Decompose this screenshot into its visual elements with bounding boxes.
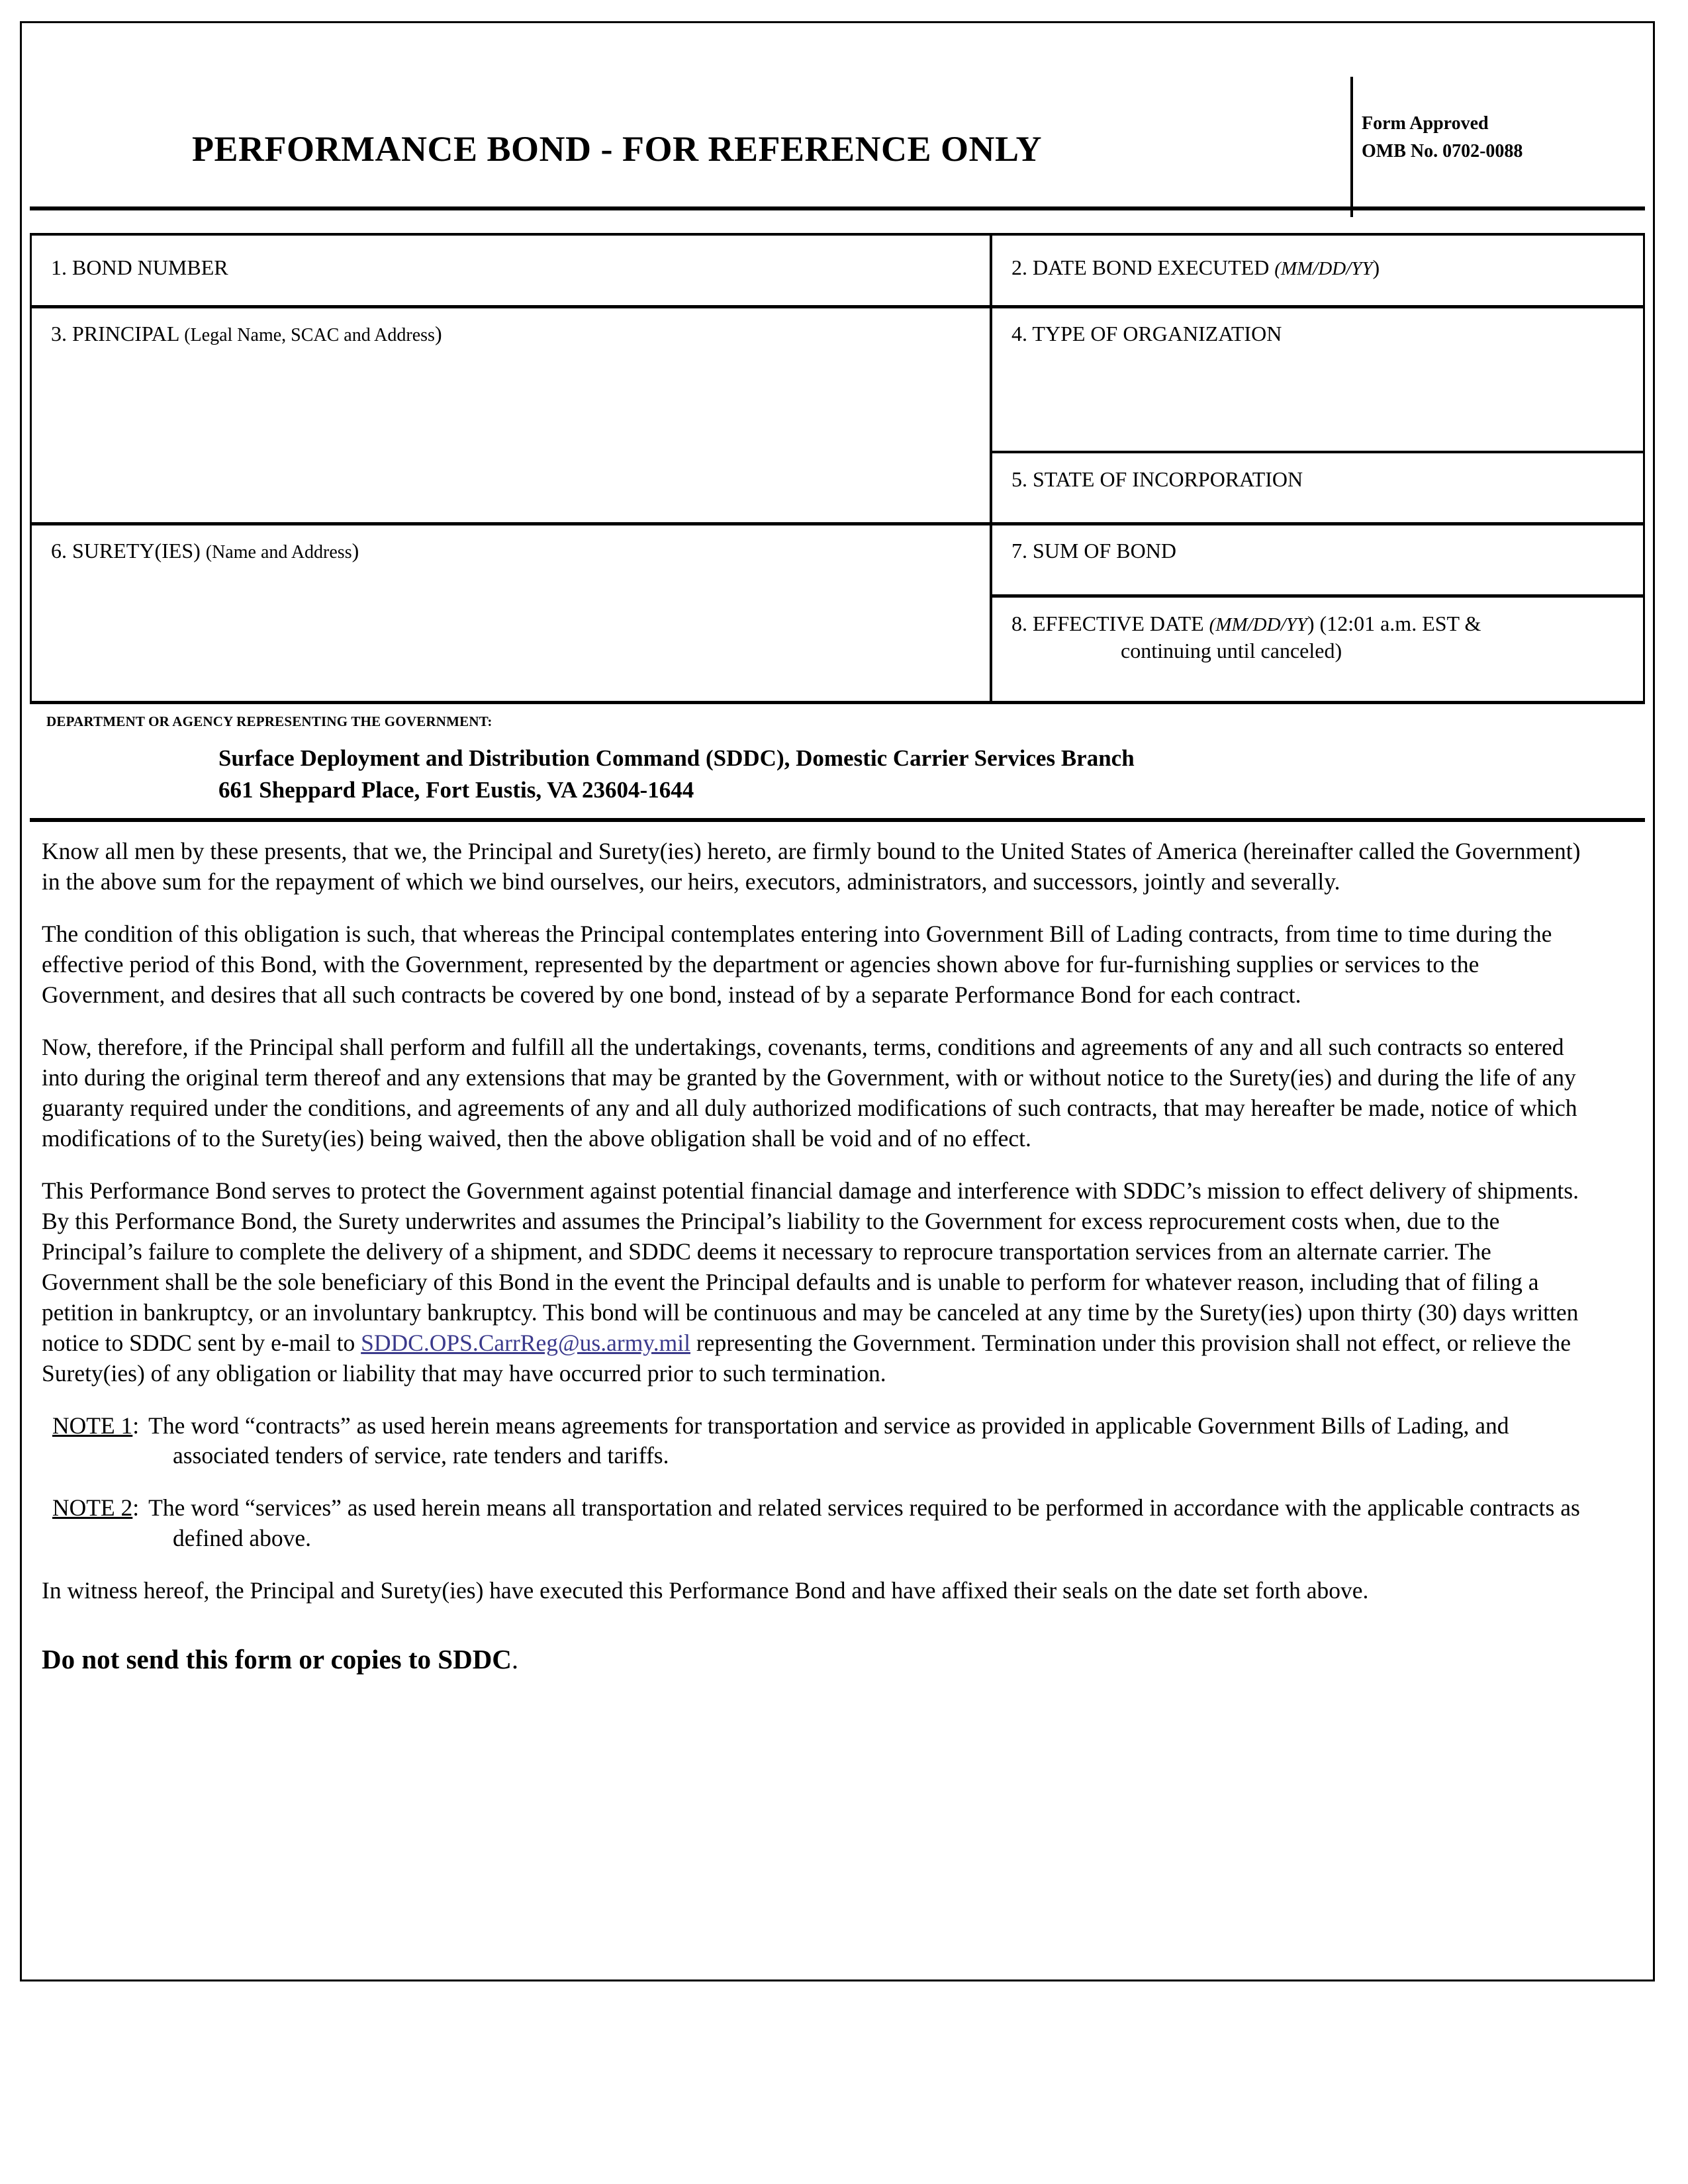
department-caption-colon: :: [487, 713, 492, 729]
omb-number-label: OMB No. 0702-0088: [1362, 141, 1523, 161]
department-line-2: 661 Sheppard Place, Fort Eustis, VA 23604-1644: [218, 777, 694, 803]
field-8-effective-date-label: 8. EFFECTIVE DATE (MM/DD/YY) (12:01 a.m. EST & continuing until canceled): [1011, 610, 1481, 664]
paragraph-condition-of-obligation: The condition of this obligation is such, that whereas the Principal contemplates entering into Government Bill of Lading contracts, from time to time during the effective period of this Bond, with the Government, represented by the department or agencies shown above for fur-furnishing supplies or services to the Government, and desires that all such contracts be covered by one bond, instead of by a separate Performance Bond for each contract.: [42, 920, 1552, 1008]
paragraph-obligation-bound: Know all men by these presents, that we, the Principal and Surety(ies) hereto, are firmly bound to the United States of America (hereinafter called the Government) in the above sum for the repayment of which we bind ourselves, our heirs, executors, administrators, and successors, jointly and severally.: [42, 838, 1581, 895]
do-not-send-notice: [42, 1643, 1611, 1675]
field-3-principal-label: 3. PRINCIPAL (Legal Name, SCAC and Address): [51, 322, 442, 345]
field-2-date-bond-executed-label: 2. DATE BOND EXECUTED (MM/DD/YY): [1011, 255, 1380, 279]
rule-column-divider: [990, 236, 992, 701]
form-approved-label: Form Approved: [1362, 113, 1489, 134]
grid-rule-top: [30, 233, 1645, 236]
department-address-block: [218, 743, 1135, 807]
field-6-surety-label: 6. SURETY(IES) (Name and Address): [51, 539, 359, 563]
field-8-date-format: (MM/DD/YY: [1209, 614, 1307, 635]
note-2-text: The word “services” as used herein means all transportation and related services required to be performed in accordance with the applicable contracts as defined above.: [148, 1494, 1580, 1552]
note-1-tag: NOTE 1: [52, 1412, 133, 1439]
note-1: [42, 1411, 1611, 1472]
field-2-date-format: (MM/DD/YY: [1274, 258, 1373, 279]
form-field-grid: [30, 233, 1645, 704]
form-title-band: [30, 30, 1645, 210]
field-8-effective-date-line2: continuing until canceled): [1121, 639, 1342, 663]
omb-approval-block: [1362, 110, 1523, 165]
field-6-hint: (Name and Address: [205, 542, 352, 563]
department-line-1: Surface Deployment and Distribution Command (SDDC), Domestic Carrier Services Branch: [218, 745, 1135, 771]
field-4-type-of-organization-label: 4. TYPE OF ORGANIZATION: [1011, 322, 1282, 345]
rule-row1-bottom: [30, 305, 1645, 308]
field-7-sum-of-bond-label: 7. SUM OF BOND: [1011, 539, 1176, 563]
paragraph-now-therefore: Now, therefore, if the Principal shall perform and fulfill all the undertakings, covenants, terms, conditions and agreements of any and all such contracts so entered into during the original term thereof and any extensions that may be granted by the Government, with or without notice to the Surety(ies) and during the life of any guaranty required under the conditions, and agreements of any and all duly authorized modifications of such contracts, that may hereafter be made, notice of which modifications of to the Surety(ies) being waived, then the above obligation shall be void and of no effect.: [42, 1033, 1577, 1152]
rule-grid-left: [30, 236, 32, 701]
note-2: [42, 1493, 1611, 1554]
field-3-hint: (Legal Name, SCAC and Address: [184, 325, 435, 345]
rule-grid-right: [1643, 236, 1645, 701]
note-1-colon: :: [132, 1412, 140, 1439]
department-caption: DEPARTMENT OR AGENCY REPRESENTING THE GOVERNMENT:: [46, 713, 492, 729]
rule-field4-bottom: [990, 451, 1645, 453]
paragraph-text-after-email: representing the Government. Termination under this provision shall not effect, or relieve the Surety(ies) of any obligation or liability that may have occurred prior to such termination.: [42, 1329, 1571, 1387]
field-5-state-of-incorporation-label: 5. STATE OF INCORPORATION: [1011, 467, 1303, 491]
paragraph-performance-bond-protection: [42, 1176, 1584, 1389]
paragraph-in-witness-hereof: In witness hereof, the Principal and Surety(ies) have executed this Performance Bond and have affixed their seals on the date set forth above.: [42, 1577, 1369, 1604]
omb-divider-rule: [1350, 77, 1353, 217]
do-not-send-period: .: [511, 1644, 519, 1675]
paragraph-text-before-email: This Performance Bond serves to protect the Government against potential financial damage and interference with SDDC’s mission to effect delivery of shipments. By this Performance Bond, the Surety underwrites and assumes the Principal’s liability to the Government for excess reprocurement costs when, due to the Principal’s failure to complete the delivery of a shipment, and SDDC deems it necessary to reprocure transportation services from an alternate carrier. The Government shall be the sole beneficiary of this Bond in the event the Principal defaults and is unable to perform for whatever reason, including that of filing a petition in bankruptcy, or an involuntary bankruptcy. This bond will be continuous and may be canceled at any time by the Surety(ies) upon thirty (30) days written notice to SDDC sent by e-mail to: [42, 1177, 1579, 1356]
page-title: PERFORMANCE BOND - FOR REFERENCE ONLY: [192, 129, 1043, 169]
rule-field7-bottom: [990, 594, 1645, 598]
do-not-send-text: Do not send this form or copies to SDDC: [42, 1644, 512, 1675]
department-agency-band: [30, 704, 1645, 818]
sddc-email-link[interactable]: SDDC.OPS.CarrReg@us.army.mil: [361, 1329, 690, 1356]
rule-row2-bottom: [30, 522, 1645, 525]
bond-body-text: [30, 818, 1645, 1981]
note-2-tag: NOTE 2: [52, 1494, 133, 1522]
note-2-colon: :: [132, 1494, 140, 1522]
note-1-text: The word “contracts” as used herein means agreements for transportation and service as provided in applicable Government Bills of Lading, and associated tenders of service, rate tenders and tariffs.: [148, 1412, 1509, 1469]
field-1-bond-number-label: 1. BOND NUMBER: [51, 255, 228, 279]
